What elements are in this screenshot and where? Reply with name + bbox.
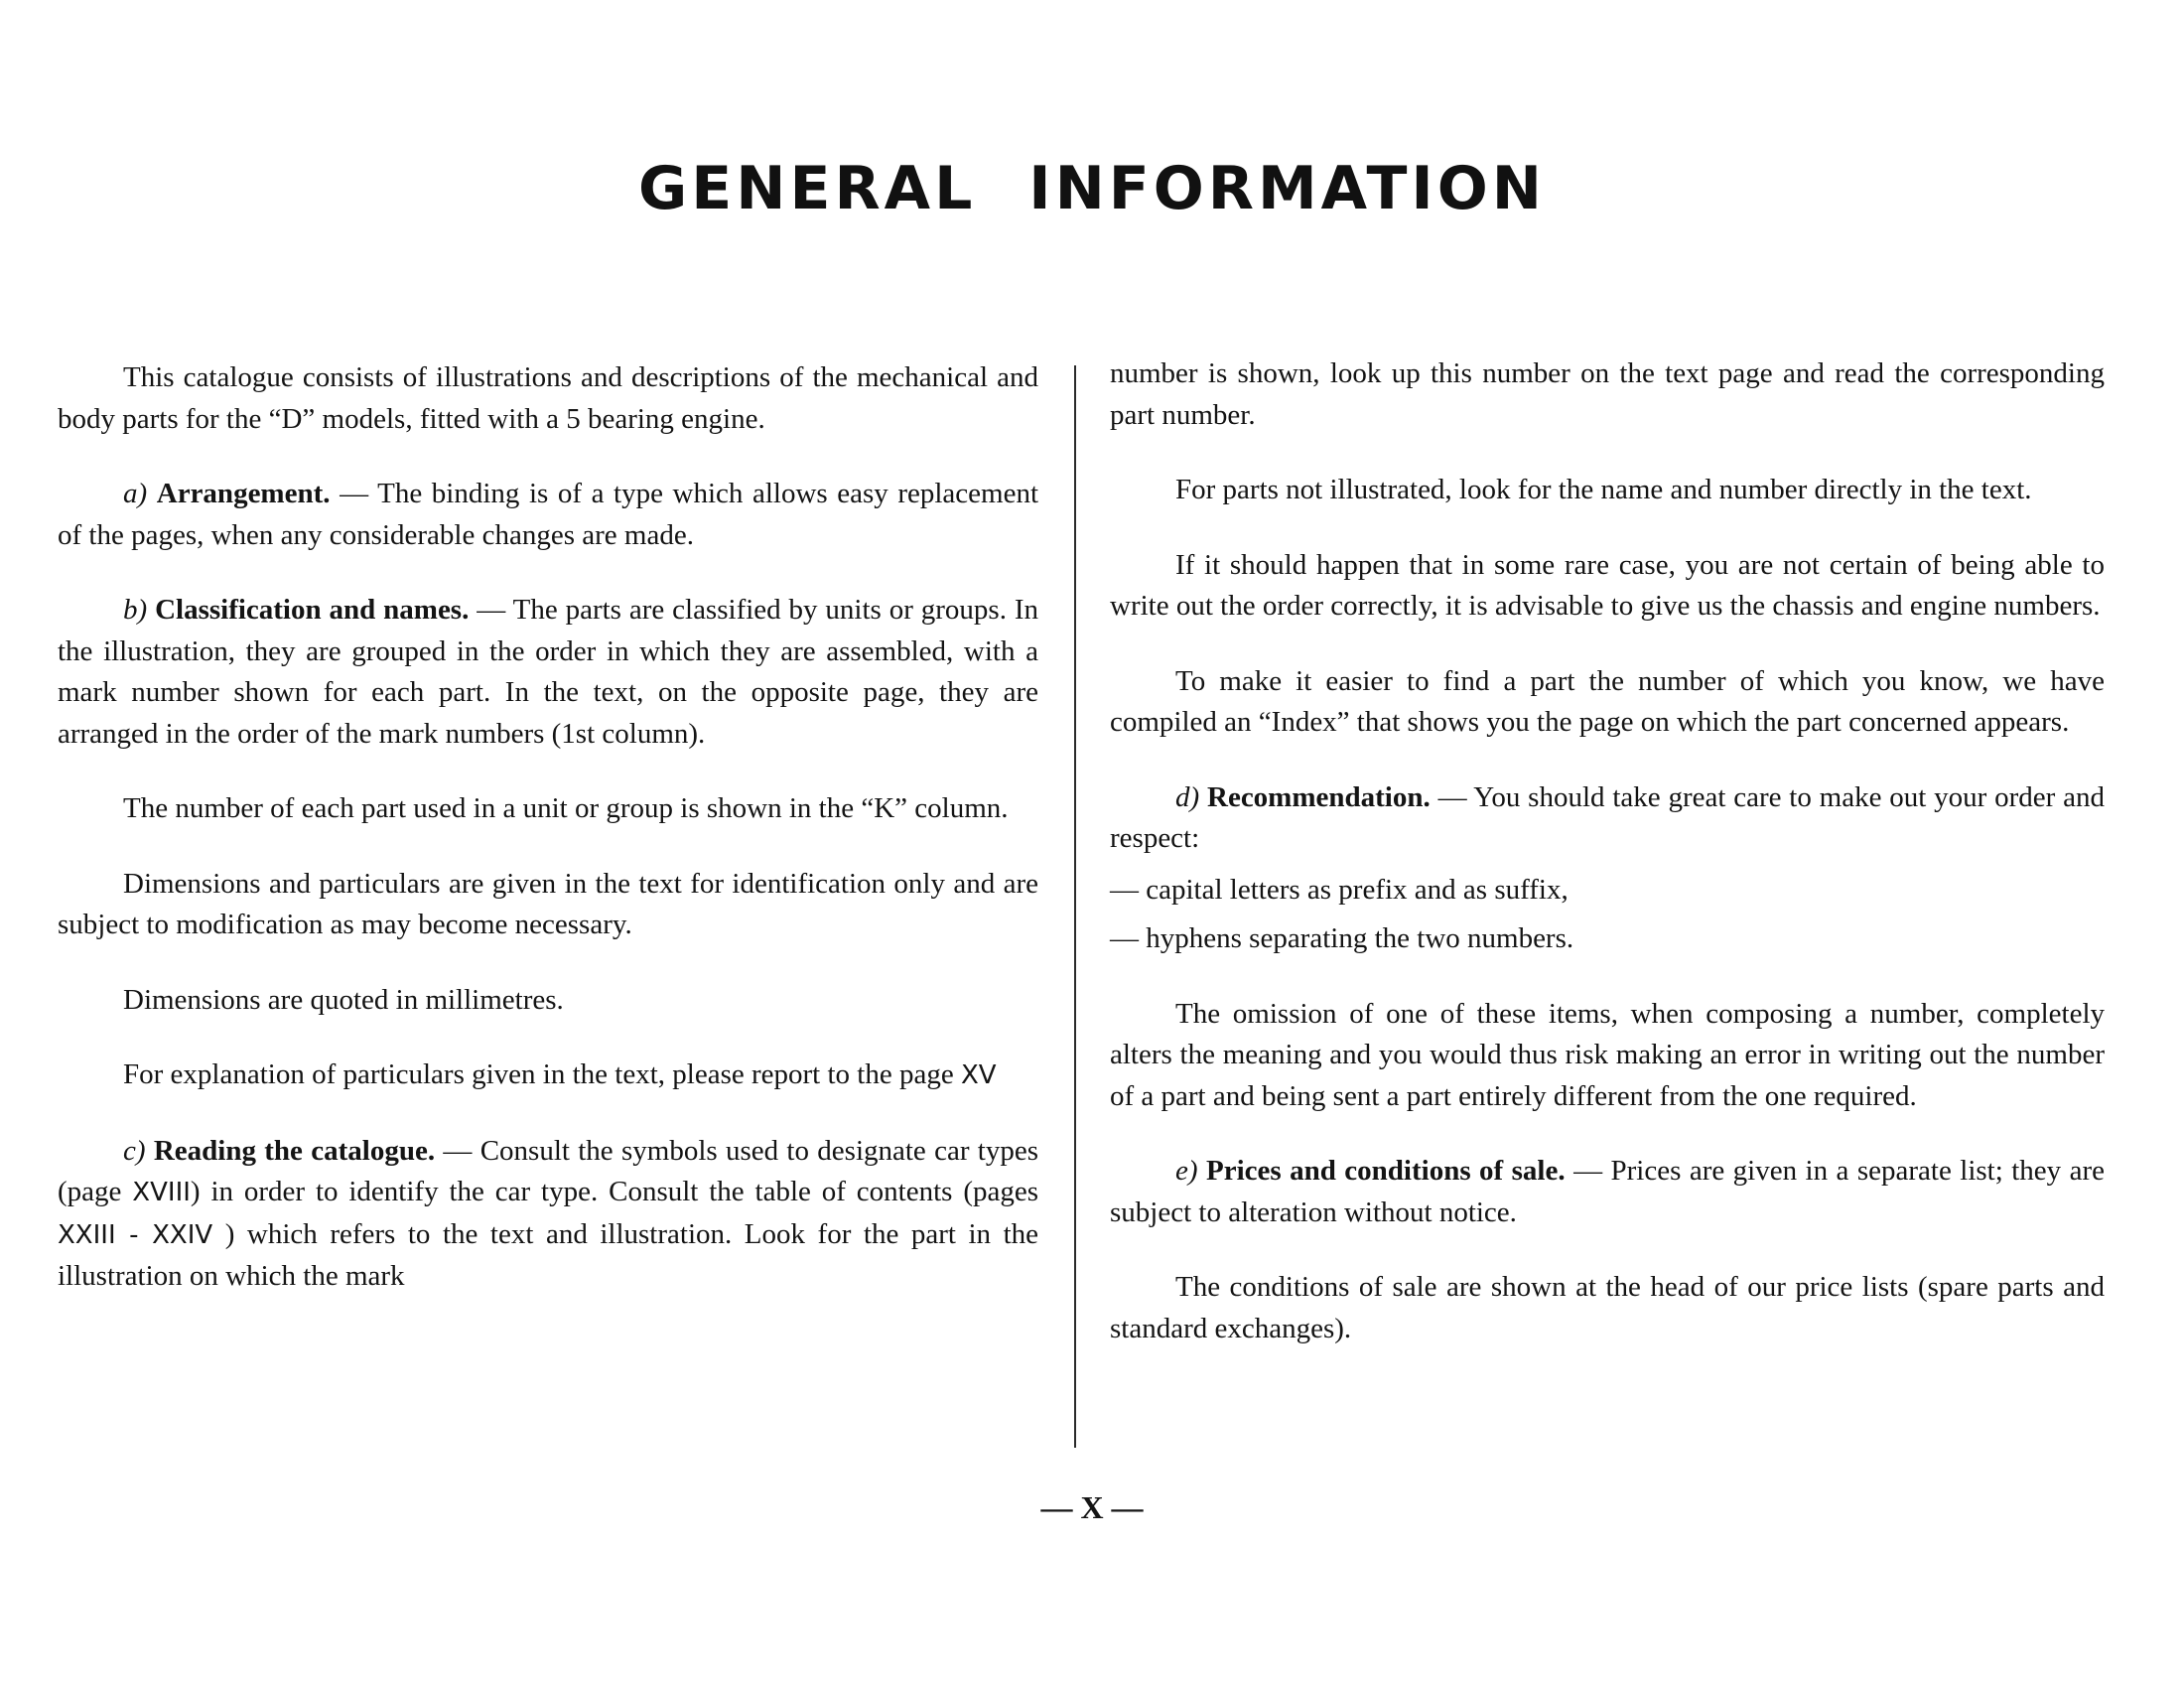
arrangement-text: — The binding is of a type which allows easy replacement of the pages, when any considerable changes are made. [58, 478, 1039, 551]
reading-text-2: ) in order to identify the car type. Consult the table of contents (pages [190, 1176, 1039, 1207]
reading-page-ref-1: XVIII [132, 1178, 191, 1207]
reading-page-ref-2: XXIII - XXIV [58, 1219, 213, 1250]
recommendation-text: — You should take great care to make out your order and respect: [1110, 780, 2106, 854]
page-title: GENERAL INFORMATION [638, 154, 1546, 223]
intro-paragraph: This catalogue consists of illustrations and descriptions of the mechanical and body parts for the “D” models, fitted with a 5 bearing engine. [58, 361, 1038, 435]
index-paragraph: To make it easier to find a part the number of which you know, we have compiled an “Index” that shows you the page on which the part concerned appears. [1110, 664, 2105, 738]
left-column [58, 357, 1038, 1332]
classification-text: — The parts are classified by units or groups. In the illustration, they are grouped in the order in which they are assembled, with a mark number shown for each part. In the text, on the opposite page, they are arranged in the order of the mark numbers (1st column). [58, 594, 1038, 750]
dimensions-particulars-paragraph: Dimensions and particulars are given in the text for identification only and are subject to modification as may become necessary. [58, 867, 1038, 940]
not-illustrated-paragraph: For parts not illustrated, look for the name and number directly in the text. [1175, 474, 2032, 505]
recommendation-item: — hyphens separating the two numbers. [1110, 922, 1574, 954]
prices-heading: Prices and conditions of sale. [1205, 1155, 1566, 1187]
classification-heading: Classification and names. [155, 594, 470, 626]
arrangement-heading: Arrangement. [156, 478, 331, 509]
conditions-paragraph: The conditions of sale are shown at the head of our price lists (spare parts and standard exchanges). [1110, 1271, 2105, 1344]
reading-label: c) [123, 1134, 146, 1167]
column-divider [1074, 365, 1076, 1448]
page-number: — X — [1040, 1489, 1144, 1525]
explanation-paragraph [58, 1055, 1038, 1097]
arrangement-paragraph [58, 474, 1038, 556]
reading-text-3: ) which refers to the text and illustration. Look for the part in the illustration on which the mark [58, 1217, 1039, 1292]
prices-label: e) [1175, 1155, 1198, 1187]
recommendation-item: — capital letters as prefix and as suffix, [1110, 873, 1569, 906]
reading-paragraph [58, 1131, 1038, 1298]
millimetres-paragraph: Dimensions are quoted in millimetres. [123, 983, 564, 1016]
uncertain-paragraph: If it should happen that in some rare case, you are not certain of being able to write out the order correctly, it is advisable to give us the chassis and engine numbers. [1110, 548, 2105, 622]
continuation-paragraph: number is shown, look up this number on the text page and read the corresponding part number. [1110, 357, 2105, 431]
reading-text-1: — Consult the symbols used to designate car types (page [58, 1134, 1039, 1207]
right-column [1110, 353, 2105, 1383]
recommendation-heading: Recommendation. [1207, 780, 1431, 813]
omission-paragraph: The omission of one of these items, when composing a number, completely alters the meaning and you would thus risk making an error in writing out the number of a part and being sent a part entirely different from the one required. [1110, 997, 2105, 1112]
classification-paragraph [58, 590, 1038, 755]
prices-paragraph [1110, 1151, 2105, 1233]
prices-text: — Prices are given in a separate list; they are subject to alteration without notice. [1110, 1155, 2106, 1228]
k-column-paragraph: The number of each part used in a unit or group is shown in the “K” column. [123, 792, 1009, 824]
classification-label: b) [123, 594, 148, 626]
recommendation-label: d) [1175, 780, 1200, 813]
arrangement-label: a) [123, 478, 148, 509]
recommendation-paragraph [1110, 777, 2105, 860]
explanation-text: For explanation of particulars given in the text, please report to the page [123, 1058, 954, 1090]
reading-heading: Reading the catalogue. [153, 1134, 436, 1167]
explanation-page-ref: XV [960, 1060, 997, 1090]
